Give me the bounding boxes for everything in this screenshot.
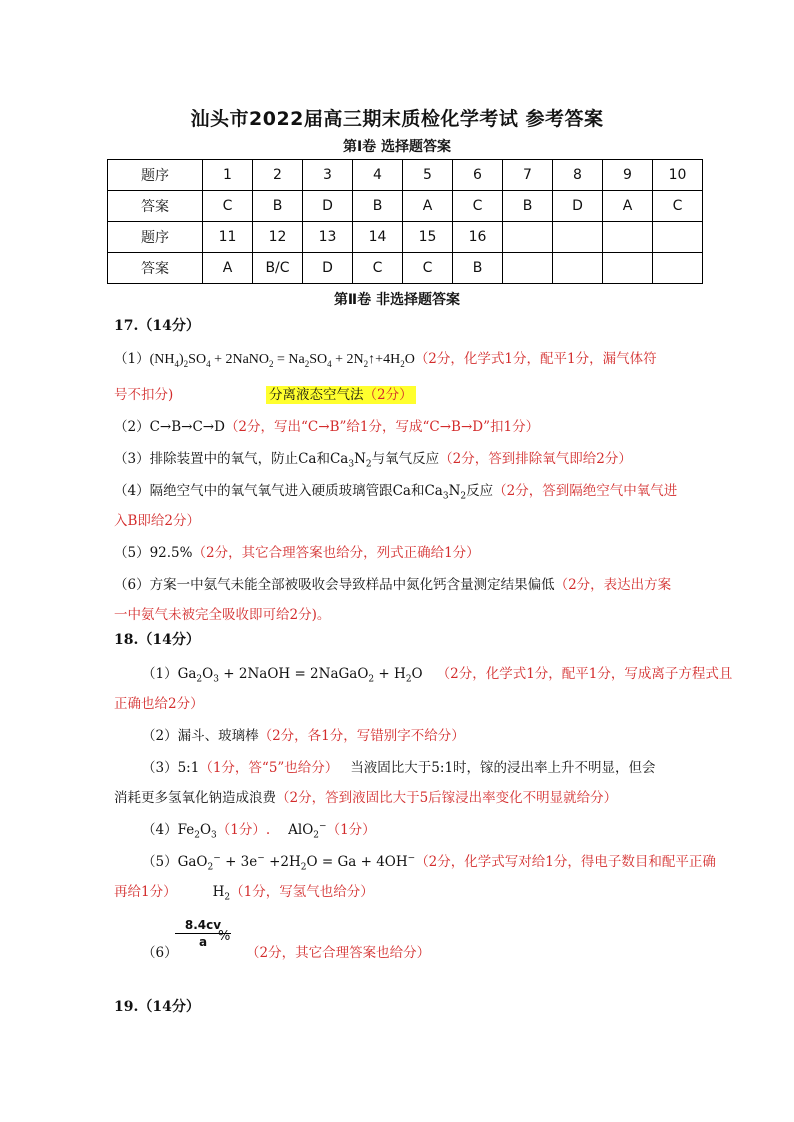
table-cell: 6	[453, 160, 503, 191]
table-cell: 11	[203, 222, 253, 253]
q17-part1-highlight	[266, 385, 416, 405]
row-header: 答案	[108, 253, 203, 284]
q18-part6-num: （6）	[142, 945, 178, 961]
table-cell: 14	[353, 222, 403, 253]
q18-part1-line2: 正确也给2分）	[114, 696, 204, 712]
table-cell: B	[453, 253, 503, 284]
row-header: 题序	[108, 222, 203, 253]
table-cell: 12	[253, 222, 303, 253]
q18-part4: $(4)Fe_2O_3(1$分）. AlO$_2$−（1分）	[142, 821, 376, 841]
q18-part2: （2）漏斗、玻璃棒（2分，各1分，写错别字不给分）	[142, 728, 465, 744]
table-cell: D	[303, 253, 353, 284]
row-header: 题序	[108, 160, 203, 191]
table-cell: 3	[303, 160, 353, 191]
percent-sign: %	[218, 929, 231, 944]
table-cell	[503, 253, 553, 284]
table-cell: C	[403, 253, 453, 284]
section-2-title: 第Ⅱ卷 非选择题答案	[333, 292, 461, 308]
q17-p1-scoring: （2分，化学式1分，配平1分，漏气体符	[414, 351, 657, 367]
q17-part4-line2: 入B即给2分）	[114, 513, 201, 529]
table-cell: 10	[653, 160, 703, 191]
q19-header: 19.（14分）	[114, 999, 200, 1015]
table-row	[108, 253, 703, 284]
row-header: 答案	[108, 191, 203, 222]
q17-p1-answer-score: （2分）	[363, 387, 413, 403]
fraction-denominator: a	[198, 935, 208, 949]
table-cell	[603, 222, 653, 253]
table-cell: D	[303, 191, 353, 222]
table-cell: B	[253, 191, 303, 222]
table-cell: 1	[203, 160, 253, 191]
table-cell	[603, 253, 653, 284]
fraction-numerator: 8.4cv	[175, 918, 231, 934]
table-cell: B	[503, 191, 553, 222]
table-cell	[653, 253, 703, 284]
table-cell: 9	[603, 160, 653, 191]
table-row	[108, 222, 703, 253]
q18-header: 18.（14分）	[114, 632, 200, 648]
page-title: 汕头市2022届高三期末质检化学考试 参考答案	[190, 108, 604, 130]
table-cell	[553, 253, 603, 284]
table-cell: A	[203, 253, 253, 284]
table-cell: C	[353, 253, 403, 284]
q17-part5: （5）92.5%（2分，其它合理答案也给分，列式正确给1分）	[114, 545, 480, 561]
q17-part2: （2）C→B→C→D（2分，写出“C→B”给1分，写成“C→B→D”扣1分）	[114, 419, 540, 435]
q18-part5-line2: 再给1分） $H_2(1$分，写氢气也给分）	[114, 884, 374, 903]
table-row	[108, 160, 703, 191]
table-cell: A	[403, 191, 453, 222]
q18-part5-line1: $(5)GaO_2^- + 3e^- +2H_2O = Ga + 4OH^-(2$分，化学式写对给1分，得电子数目和配平正确	[142, 853, 716, 873]
table-cell: 7	[503, 160, 553, 191]
q17-part6-line1: （6）方案一中氨气未能全部被吸收会导致样品中氮化钙含量测定结果偏低（2分，表达出方案	[114, 577, 672, 593]
table-cell	[553, 222, 603, 253]
table-cell	[503, 222, 553, 253]
q17-p1-num: （1）	[114, 351, 150, 367]
table-cell: C	[653, 191, 703, 222]
q17-part1-line1	[114, 349, 657, 370]
table-cell: B/C	[253, 253, 303, 284]
table-cell: C	[453, 191, 503, 222]
table-cell: 8	[553, 160, 603, 191]
q17-header: 17.（14分）	[114, 318, 200, 334]
table-cell: D	[553, 191, 603, 222]
table-cell: 13	[303, 222, 353, 253]
q18-part1-line1: $(1)Ga_2O_3$ + 2NaOH = 2NaGaO$_2$ + $H_2O$ （2分，化学式1分，配平1分，写成离子方程式且	[142, 666, 733, 685]
choice-answer-table	[107, 159, 703, 284]
q18-part6-scoring: （2分，其它合理答案也给分）	[246, 945, 431, 961]
table-cell: 15	[403, 222, 453, 253]
section-1-title: 第Ⅰ卷 选择题答案	[342, 139, 452, 155]
q17-p1-equation: $(NH_4)_2SO_4$ + 2NaNO$_2$ = $Na_2SO_4$ + $2N_2↑+4H_2O$	[149, 352, 415, 369]
table-row	[108, 191, 703, 222]
table-cell	[653, 222, 703, 253]
q17-part1-line2: 号不扣分)	[114, 387, 174, 403]
table-cell: 2	[253, 160, 303, 191]
table-cell: B	[353, 191, 403, 222]
q17-part4-line1: （4）隔绝空气中的氧气氧气进入硬质玻璃管跟Ca和$Ca_3N_2$反应（2分，答到隔绝空气中氧气进	[114, 483, 678, 502]
table-cell: 5	[403, 160, 453, 191]
table-cell: 16	[453, 222, 503, 253]
q17-p1-answer: 分离液态空气法	[269, 387, 364, 403]
q17-part6-line2: 一中氨气未被完全吸收即可给2分)。	[114, 607, 331, 623]
table-cell: 4	[353, 160, 403, 191]
q17-part3: （3）排除装置中的氧气，防止Ca和$Ca_3N_2$与氧气反应（2分，答到排除氧气即给2分）	[114, 451, 632, 470]
table-cell: A	[603, 191, 653, 222]
table-cell: C	[203, 191, 253, 222]
q18-part3-line1: （3）5:1（1分，答“5”也给分） 当液固比大于5:1时，镓的浸出率上升不明显，但会	[142, 760, 656, 776]
q18-part3-line2: 消耗更多氢氧化钠造成浪费（2分，答到液固比大于5后镓浸出率变化不明显就给分）	[114, 790, 618, 806]
